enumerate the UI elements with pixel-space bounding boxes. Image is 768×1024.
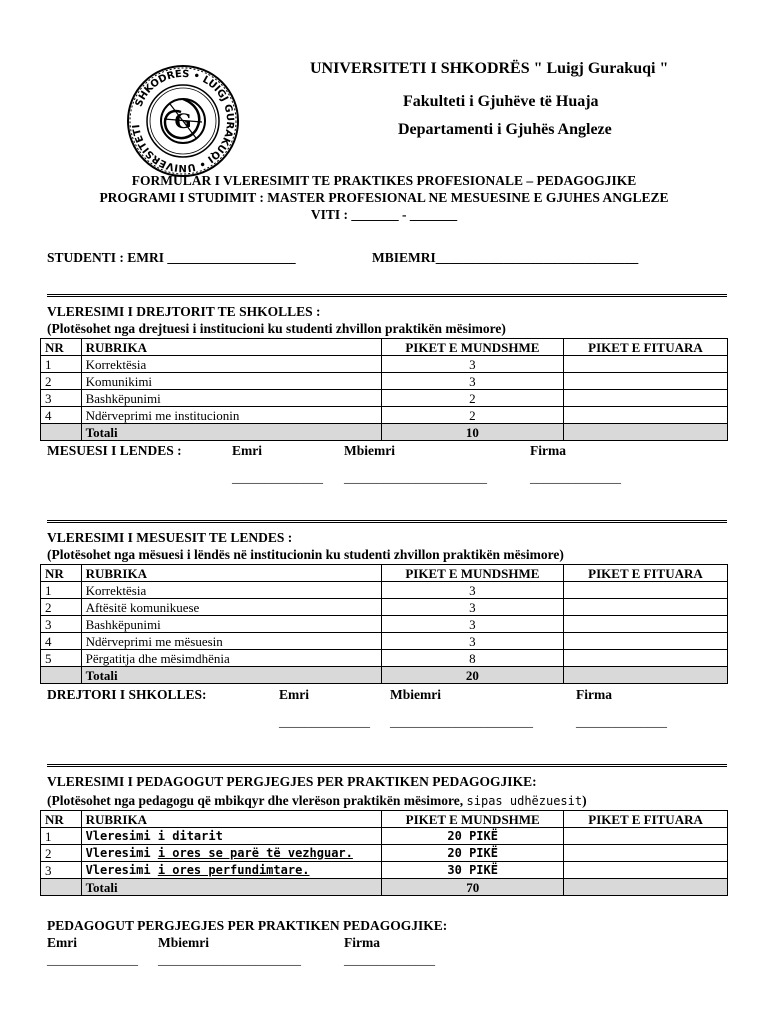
total-value: 10 [381, 424, 563, 441]
table-row [41, 616, 728, 633]
row-nr: 4 [41, 407, 82, 424]
row-nr: 2 [41, 845, 82, 862]
total-value: 20 [381, 667, 563, 684]
svg-text:G: G [174, 109, 192, 133]
label-emri: Emri [232, 443, 262, 458]
row-rubrika: Bashkëpunimi [81, 390, 381, 407]
row-max-points: 20 PIKË [382, 845, 564, 862]
table-row [41, 845, 728, 862]
row-earned-points[interactable] [564, 862, 728, 879]
mbiemri-line[interactable]: ______________________ [158, 952, 301, 967]
section2-title: VLERESIMI I MESUESIT TE LENDES : [47, 530, 293, 545]
table-header-row [41, 339, 728, 356]
row-nr: 3 [41, 390, 82, 407]
header-rubrika: RUBRIKA [81, 811, 382, 828]
row-max-points: 3 [381, 599, 563, 616]
label-emri: Emri [279, 687, 309, 702]
total-row [41, 879, 728, 896]
university-name: UNIVERSITETI I SHKODRËS " Luigj Gurakuqi " [310, 60, 669, 77]
label-mbiemri: Mbiemri [390, 687, 441, 702]
header-rubrika: RUBRIKA [81, 565, 381, 582]
section1-note: (Plotësohet nga drejtuesi i institucioni ku studenti zhvillon praktikën mësimore) [47, 321, 506, 336]
row-rubrika: Ndërveprimi me mësuesin [81, 633, 381, 650]
row-nr: 1 [41, 828, 82, 845]
row-rubrika: Korrektësia [81, 356, 381, 373]
row-earned-points[interactable] [563, 582, 727, 599]
label-mbiemri: Mbiemri [158, 935, 209, 950]
section3-note-text: (Plotësohet nga pedagogu që mbikqyr dhe vlerëson praktikën mësimore, [47, 793, 464, 808]
row-rubrika-text: Vleresimi [85, 862, 158, 877]
separator-line [47, 519, 727, 526]
table-row [41, 633, 728, 650]
total-label: Totali [81, 667, 381, 684]
student-name-field[interactable]: STUDENTI : EMRI ___________________ [47, 250, 296, 265]
row-max-points: 2 [381, 407, 563, 424]
table-row [41, 599, 728, 616]
row-earned-points[interactable] [563, 373, 727, 390]
section2-table [40, 564, 728, 684]
row-rubrika: Korrektësia [81, 582, 381, 599]
row-earned-points[interactable] [563, 616, 727, 633]
total-row [41, 667, 728, 684]
row-earned-points[interactable] [564, 828, 728, 845]
row-nr: 3 [41, 616, 82, 633]
row-rubrika [81, 845, 382, 862]
row-rubrika: Bashkëpunimi [81, 616, 381, 633]
student-surname-field[interactable]: MBIEMRI______________________________ [372, 250, 639, 265]
row-earned-points[interactable] [563, 390, 727, 407]
row-earned-points[interactable] [564, 845, 728, 862]
row-rubrika-detail: i ores se parë të vezhguar. [157, 845, 353, 860]
row-earned-points[interactable] [563, 356, 727, 373]
row-max-points: 3 [381, 633, 563, 650]
firma-line[interactable]: ______________ [530, 470, 621, 485]
total-value: 70 [382, 879, 564, 896]
row-rubrika-text: Vleresimi i ditarit [85, 828, 223, 843]
row-max-points: 2 [381, 390, 563, 407]
row-max-points: 3 [381, 582, 563, 599]
section3-note [47, 793, 587, 809]
total-label: Totali [81, 879, 382, 896]
emri-line[interactable]: ______________ [47, 952, 138, 967]
table-row [41, 650, 728, 667]
table-row [41, 828, 728, 845]
row-nr: 3 [41, 862, 82, 879]
section3-title: VLERESIMI I PEDAGOGUT PERGJEGJES PER PRAKTIKEN PEDAGOGJIKE: [47, 774, 537, 789]
section1-signer: MESUESI I LENDES : [47, 443, 182, 458]
row-max-points: 3 [381, 616, 563, 633]
row-max-points: 30 PIKË [382, 862, 564, 879]
header-nr: NR [41, 565, 82, 582]
row-max-points: 8 [381, 650, 563, 667]
row-earned-points[interactable] [563, 599, 727, 616]
total-empty-cell [41, 879, 82, 896]
row-max-points: 3 [381, 356, 563, 373]
total-empty-cell [41, 667, 82, 684]
table-row [41, 356, 728, 373]
row-rubrika-detail: i ores perfundimtare. [157, 862, 310, 877]
row-nr: 1 [41, 356, 82, 373]
total-label: Totali [81, 424, 381, 441]
label-firma: Firma [576, 687, 612, 702]
section3-table [40, 810, 728, 896]
table-row [41, 862, 728, 879]
total-earned [563, 424, 727, 441]
section1-table [40, 338, 728, 441]
form-title: FORMULAR I VLERESIMIT TE PRAKTIKES PROFESIONALE – PEDAGOGJIKE [131, 173, 637, 188]
study-program: PROGRAMI I STUDIMIT : MASTER PROFESIONAL NE MESUESINE E GJUHES ANGLEZE [99, 190, 669, 205]
total-earned [563, 667, 727, 684]
header-max-points: PIKET E MUNDSHME [381, 339, 563, 356]
row-nr: 5 [41, 650, 82, 667]
university-seal-logo [126, 64, 240, 178]
table-row [41, 390, 728, 407]
header-rubrika: RUBRIKA [81, 339, 381, 356]
row-earned-points[interactable] [563, 633, 727, 650]
header-earned-points: PIKET E FITUARA [563, 565, 727, 582]
label-firma: Firma [530, 443, 566, 458]
label-firma: Firma [344, 935, 380, 950]
table-header-row [41, 565, 728, 582]
header-earned-points: PIKET E FITUARA [563, 339, 727, 356]
label-emri: Emri [47, 935, 77, 950]
row-rubrika: Aftësitë komunikuese [81, 599, 381, 616]
row-nr: 2 [41, 599, 82, 616]
academic-year: VITI : _______ - _______ [310, 207, 458, 222]
header-earned-points: PIKET E FITUARA [564, 811, 728, 828]
firma-line[interactable]: ______________ [344, 952, 435, 967]
row-nr: 4 [41, 633, 82, 650]
section3-note-close: ) [582, 793, 587, 808]
emri-line[interactable]: ______________ [232, 470, 323, 485]
section3-signer: PEDAGOGUT PERGJEGJES PER PRAKTIKEN PEDAGOGJIKE: [47, 918, 448, 933]
separator-line [47, 763, 727, 770]
header-nr: NR [41, 339, 82, 356]
label-mbiemri: Mbiemri [344, 443, 395, 458]
section2-signer: DREJTORI I SHKOLLES: [47, 687, 207, 702]
row-rubrika-text: Vleresimi [85, 845, 158, 860]
total-empty-cell [41, 424, 82, 441]
table-row [41, 373, 728, 390]
table-header-row [41, 811, 728, 828]
row-max-points: 20 PIKË [382, 828, 564, 845]
faculty-name: Fakulteti i Gjuhëve të Huaja [403, 93, 599, 110]
section1-title: VLERESIMI I DREJTORIT TE SHKOLLES : [47, 304, 321, 319]
header-max-points: PIKET E MUNDSHME [382, 811, 564, 828]
section2-note: (Plotësohet nga mësuesi i lëndës në institucionin ku studenti zhvillon praktikën mësimore) [47, 547, 564, 562]
department-name: Departamenti i Gjuhës Angleze [398, 121, 612, 138]
firma-line[interactable]: ______________ [576, 714, 667, 729]
emri-line[interactable]: ______________ [279, 714, 370, 729]
row-earned-points[interactable] [563, 650, 727, 667]
row-rubrika [81, 828, 382, 845]
total-earned [564, 879, 728, 896]
row-rubrika: Përgatitja dhe mësimdhënia [81, 650, 381, 667]
section3-note-guide: sipas udhëzuesit [466, 794, 583, 808]
separator-line [47, 293, 727, 300]
row-rubrika: Ndërveprimi me institucionin [81, 407, 381, 424]
row-nr: 2 [41, 373, 82, 390]
row-max-points: 3 [381, 373, 563, 390]
total-row [41, 424, 728, 441]
header-nr: NR [41, 811, 82, 828]
row-nr: 1 [41, 582, 82, 599]
header-max-points: PIKET E MUNDSHME [381, 565, 563, 582]
row-rubrika [81, 862, 382, 879]
mbiemri-line[interactable]: ______________________ [344, 470, 487, 485]
table-row [41, 407, 728, 424]
svg-text:SHKODRES • LUIGJ GURAKUQI • UN: SHKODRES • LUIGJ GURAKUQI • UNIVERSITETI [131, 68, 236, 174]
table-row [41, 582, 728, 599]
mbiemri-line[interactable]: ______________________ [390, 714, 533, 729]
row-rubrika: Komunikimi [81, 373, 381, 390]
row-earned-points[interactable] [563, 407, 727, 424]
